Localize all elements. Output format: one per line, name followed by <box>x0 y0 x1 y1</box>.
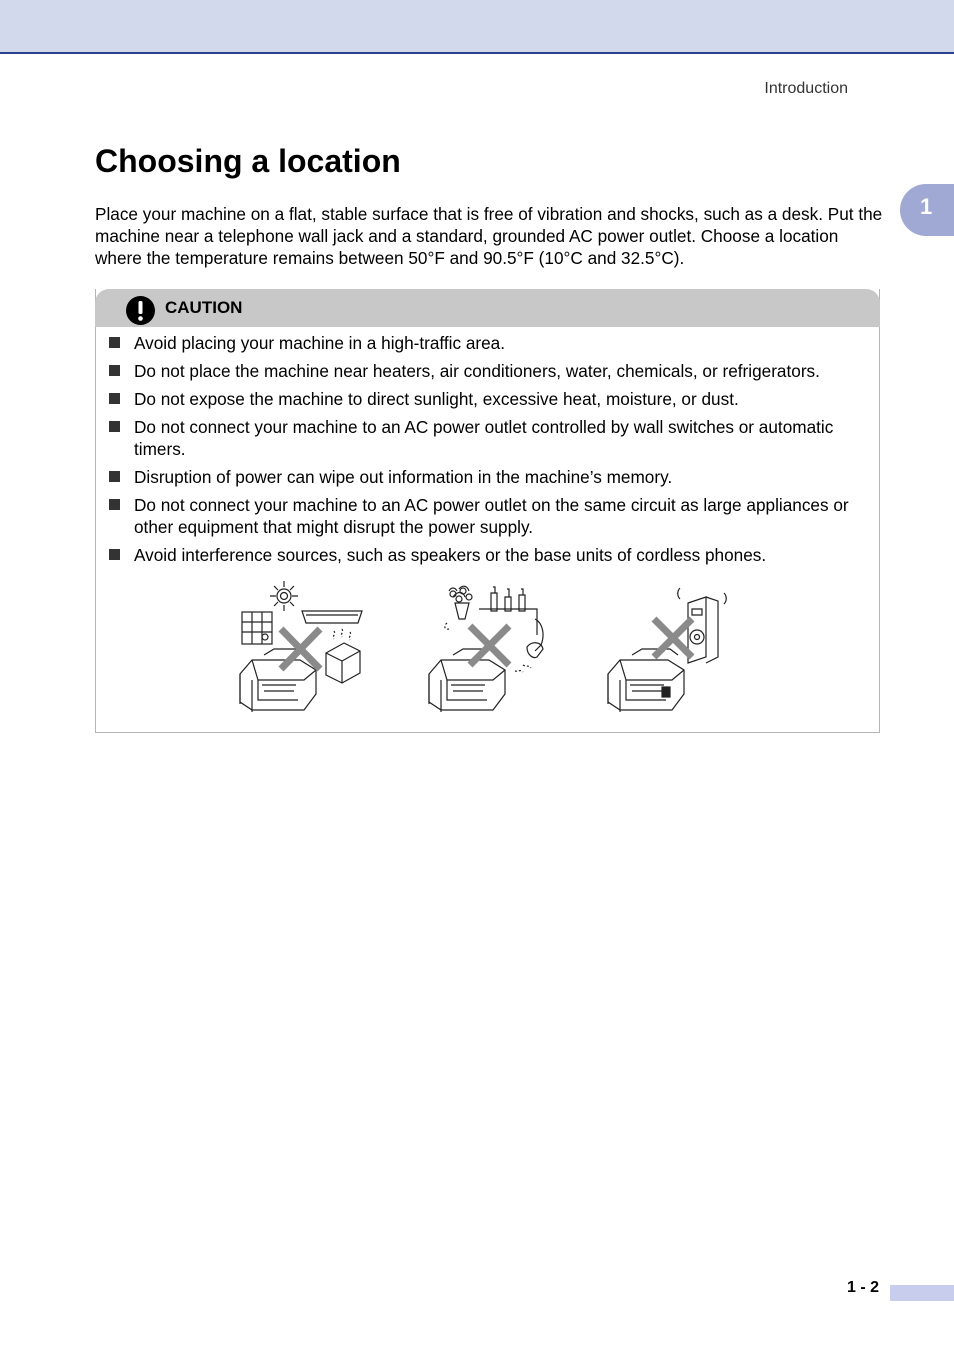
caution-title: CAUTION <box>165 298 243 317</box>
list-item <box>108 494 868 538</box>
intro-paragraph: Place your machine on a flat, stable surface that is free of vibration and shocks, such as a desk. Put the machine near a telephone wall jack and a standard, grounded AC power outlet. Choose a location where the temperature remains between 50°F and 90.5°F (10°C and 32.5°C). <box>95 204 883 268</box>
caution-box <box>95 289 880 733</box>
list-item <box>108 466 868 488</box>
list-item <box>108 388 868 410</box>
caution-list <box>108 332 868 572</box>
caution-header <box>95 289 880 327</box>
list-item-text: Avoid interference sources, such as speakers or the base units of cordless phones. <box>134 545 767 565</box>
square-bullet-icon <box>109 337 120 348</box>
square-bullet-icon <box>109 471 120 482</box>
chapter-tab[interactable]: 1 <box>900 184 954 236</box>
footer-band <box>890 1285 954 1301</box>
list-item-text: Do not connect your machine to an AC power outlet on the same circuit as large appliances or other equipment that might disrupt the power supply. <box>134 495 849 537</box>
list-item-text: Do not place the machine near heaters, air conditioners, water, chemicals, or refrigerators. <box>134 361 820 381</box>
square-bullet-icon <box>109 393 120 404</box>
list-item-text: Avoid placing your machine in a high-traffic area. <box>134 333 506 353</box>
heat-and-sunlight-illustration <box>234 579 369 719</box>
square-bullet-icon <box>109 365 120 376</box>
list-item-text: Do not expose the machine to direct sunlight, excessive heat, moisture, or dust. <box>134 389 739 409</box>
list-item <box>108 360 868 382</box>
square-bullet-icon <box>109 421 120 432</box>
section-header: Introduction <box>764 80 848 97</box>
list-item <box>108 416 868 460</box>
exclamation-icon <box>126 296 155 325</box>
page-title: Choosing a location <box>95 143 401 179</box>
list-item <box>108 544 868 566</box>
water-and-chemicals-illustration <box>423 579 558 719</box>
list-item-text: Do not connect your machine to an AC power outlet controlled by wall switches or automatic timers. <box>134 417 834 459</box>
square-bullet-icon <box>109 499 120 510</box>
list-item-text: Disruption of power can wipe out information in the machine’s memory. <box>134 467 673 487</box>
top-band <box>0 0 954 54</box>
page-number: 1 - 2 <box>847 1279 880 1296</box>
list-item <box>108 332 868 354</box>
square-bullet-icon <box>109 549 120 560</box>
speaker-interference-illustration <box>602 579 737 719</box>
